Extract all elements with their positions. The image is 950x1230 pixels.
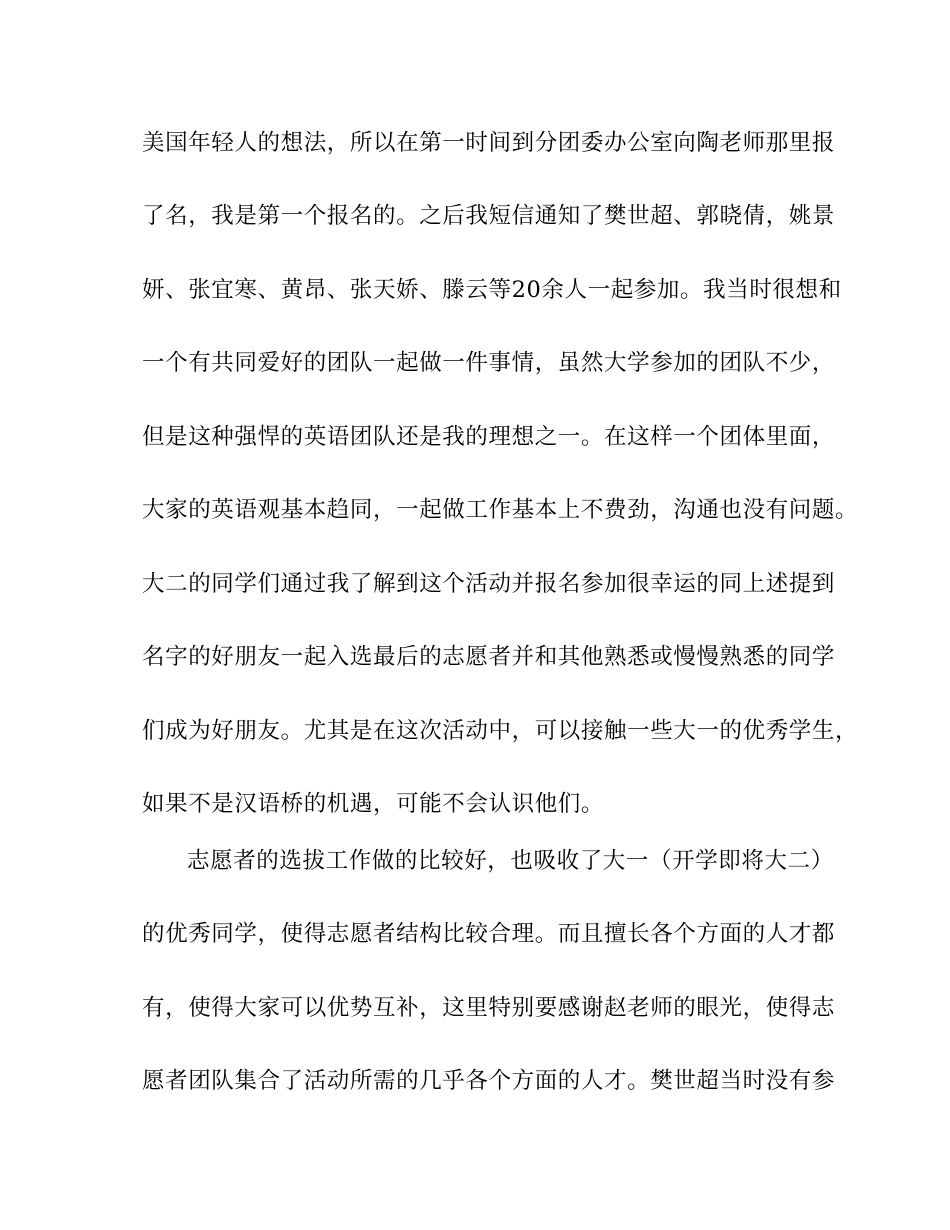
text-line-12: 的优秀同学，使得志愿者结构比较合理。而且擅长各个方面的人才都	[142, 921, 836, 947]
text-line-5: 但是这种强悍的英语团队还是我的理想之一。在这样一个团体里面，	[142, 424, 836, 450]
text-line-6: 大家的英语观基本趋同，一起做工作基本上不费劲，沟通也没有问题。	[142, 497, 859, 523]
text-line-3: 妍、张宜寒、黄昂、张天娇、滕云等20余人一起参加。我当时很想和	[142, 277, 842, 303]
text-line-10: 如果不是汉语桥的机遇，可能不会认识他们。	[142, 791, 605, 817]
text-line-4: 一个有共同爱好的团队一起做一件事情，虽然大学参加的团队不少，	[142, 350, 836, 376]
text-line-9: 们成为好朋友。尤其是在这次活动中，可以接触一些大一的优秀学生，	[142, 718, 859, 744]
text-line-13: 有，使得大家可以优势互补，这里特别要感谢赵老师的眼光，使得志	[142, 995, 836, 1021]
text-line-7: 大二的同学们通过我了解到这个活动并报名参加很幸运的同上述提到	[142, 571, 836, 597]
paragraph-2-first-line: 志愿者的选拔工作做的比较好，也吸收了大一（开学即将大二）	[187, 848, 834, 874]
text-line-2: 了名，我是第一个报名的。之后我短信通知了樊世超、郭晓倩，姚景	[142, 203, 836, 229]
text-line-14: 愿者团队集合了活动所需的几乎各个方面的人才。樊世超当时没有参	[142, 1068, 836, 1094]
text-line-8: 名字的好朋友一起入选最后的志愿者并和其他熟悉或慢慢熟悉的同学	[142, 644, 836, 670]
text-line-1: 美国年轻人的想法，所以在第一时间到分团委办公室向陶老师那里报	[142, 130, 836, 156]
